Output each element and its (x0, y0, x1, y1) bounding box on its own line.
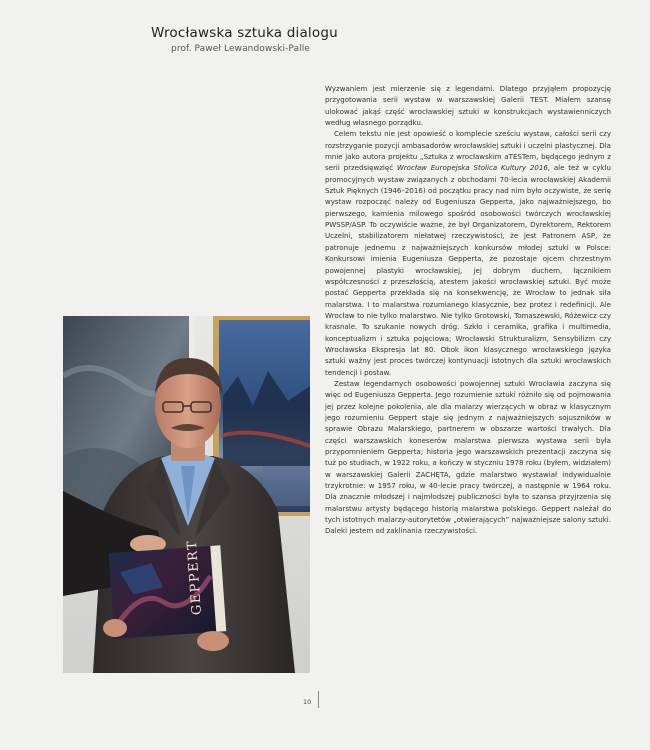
page-number: 10 (303, 698, 312, 706)
paragraph-2 (325, 128, 611, 378)
paragraph-2-start: Celem tekstu nie jest opowieść o komplecie sześciu wystaw, całości serii czy rozstrzyganie pozycji ambasadorów wrocławskiej sztuki i uczelni plastycznej. Dla mnie jako autora projektu „Sztuka z wrocławskim aTESTem, będącego jednym z serii przedsięwzięć (325, 129, 611, 173)
paragraph-3: Zestaw legendarnych osobowości powojennej sztuki Wrocławia zaczyna się więc od Eugeniusza Gepperta. Jego rozumienie sztuki różniło się od pojmowania jej przez kolejne pokolenia, ale dla malarzy wierzących w obraz w klasycznym jego rozumieniu Geppert staje się jednym z najważniejszych sojuszników w sprawie Obrazu Malarskiego, partnerem w obszarze wartości trwałych. Dla części warszawskich koneserów malarstwa pierwsza wystawa serii była przypomnieniem Gepperta; historia jego warszawskich prezentacji zaczyna się tuż po studiach, w 1922 roku, a kończy w styczniu 1978 roku (byłem, widziałem) w warszawskiej Galerii ZACHĘTA, gdzie malarstwo wystawiał indywidualnie trzykrotnie: w 1957 roku, w 40-lecie pracy twórczej, a następnie w 1964 roku. Dla znacznie młodszej i najmłodszej publiczności była to szansa przyjrzenia się malarstwu artysty będącego historią malarstwa polskiego. Geppert należał do tych istotnych malarzy-autorytetów „otwierających” najważniejsze salony sztuki. Daleki jestem od zaklinania rzeczywistości. (325, 378, 611, 536)
paragraph-2-end: ale też w cyklu promocyjnych wystaw związanych z obchodami 70-lecia wrocławskiej Akademii Sztuk Pięknych (1946–2016) od początku pracy nad nim było oczywiste, że serię wystaw rozpocząć należy od Eugeniusza Gepperta, jako najważniejszego, bo pierwszego, kamienia milowego spośród osobowości twórczych wrocławskiej PWSSP/ASP. To oczywiście ważne, że był Organizatorem, Dyrektorem, Rektorem Uczelni, stabilizatorem niełatwej rzeczywistości, że jest Patronem ASP, że patronuje jednemu z najważniejszych konkursów młodej sztuki w Polsce: Konkursowi imienia Eugeniusza Gepperta, że pozostaje ojcem chrzestnym powojennej plastyki wrocławskiej, jej dobrym duchem, łącznikiem współczesności z przeszłością, atestem jakości wrocławskiej sztuki. Być może postać Gepperta przekłada się na konsekwencję, że Wrocław to jednak siła malarstwa. I to malarstwa rozumianego klasycznie, bez protez i redefinicji. Ale Wrocław to nie tylko malarstwo. Nie tylko Grotowski, Tomaszewski, Różewicz czy krasnale. To szukanie nowych dróg. Szkło i ceramika, grafika i multimedia, konceptualizm i sztuka pojęciowa; Wrocławski Strukturalizm, Sensybilizm czy Wrocławska Ekspresja lat 80. Obok ikon klasycznego wrocławskiego języka sztuki ważny jest proces twórczej kontynuacji istotnych dla sztuki wrocławskich tendencji i postaw. (325, 163, 611, 377)
article-body (325, 83, 611, 537)
article-title: Wrocławska sztuka dialogu (151, 25, 338, 41)
book-title-text: GEPPERT (184, 539, 206, 616)
photo-man-with-book (63, 316, 310, 673)
paragraph-1: Wyzwaniem jest mierzenie się z legendami. Dlatego przyjąłem propozycję przygotowania serii wystaw w warszawskiej Galerii TEST. Miałem szansę ulokować jakąś część wrocławskiej sztuki w konstrukcjach wystawienniczych według własnego porządku. (325, 84, 611, 128)
page-number-divider (318, 691, 319, 708)
article-author: prof. Paweł Lewandowski-Palle (171, 44, 310, 54)
paragraph-2-italic: Wrocław Europejska Stolica Kultury 2016, (396, 163, 551, 173)
